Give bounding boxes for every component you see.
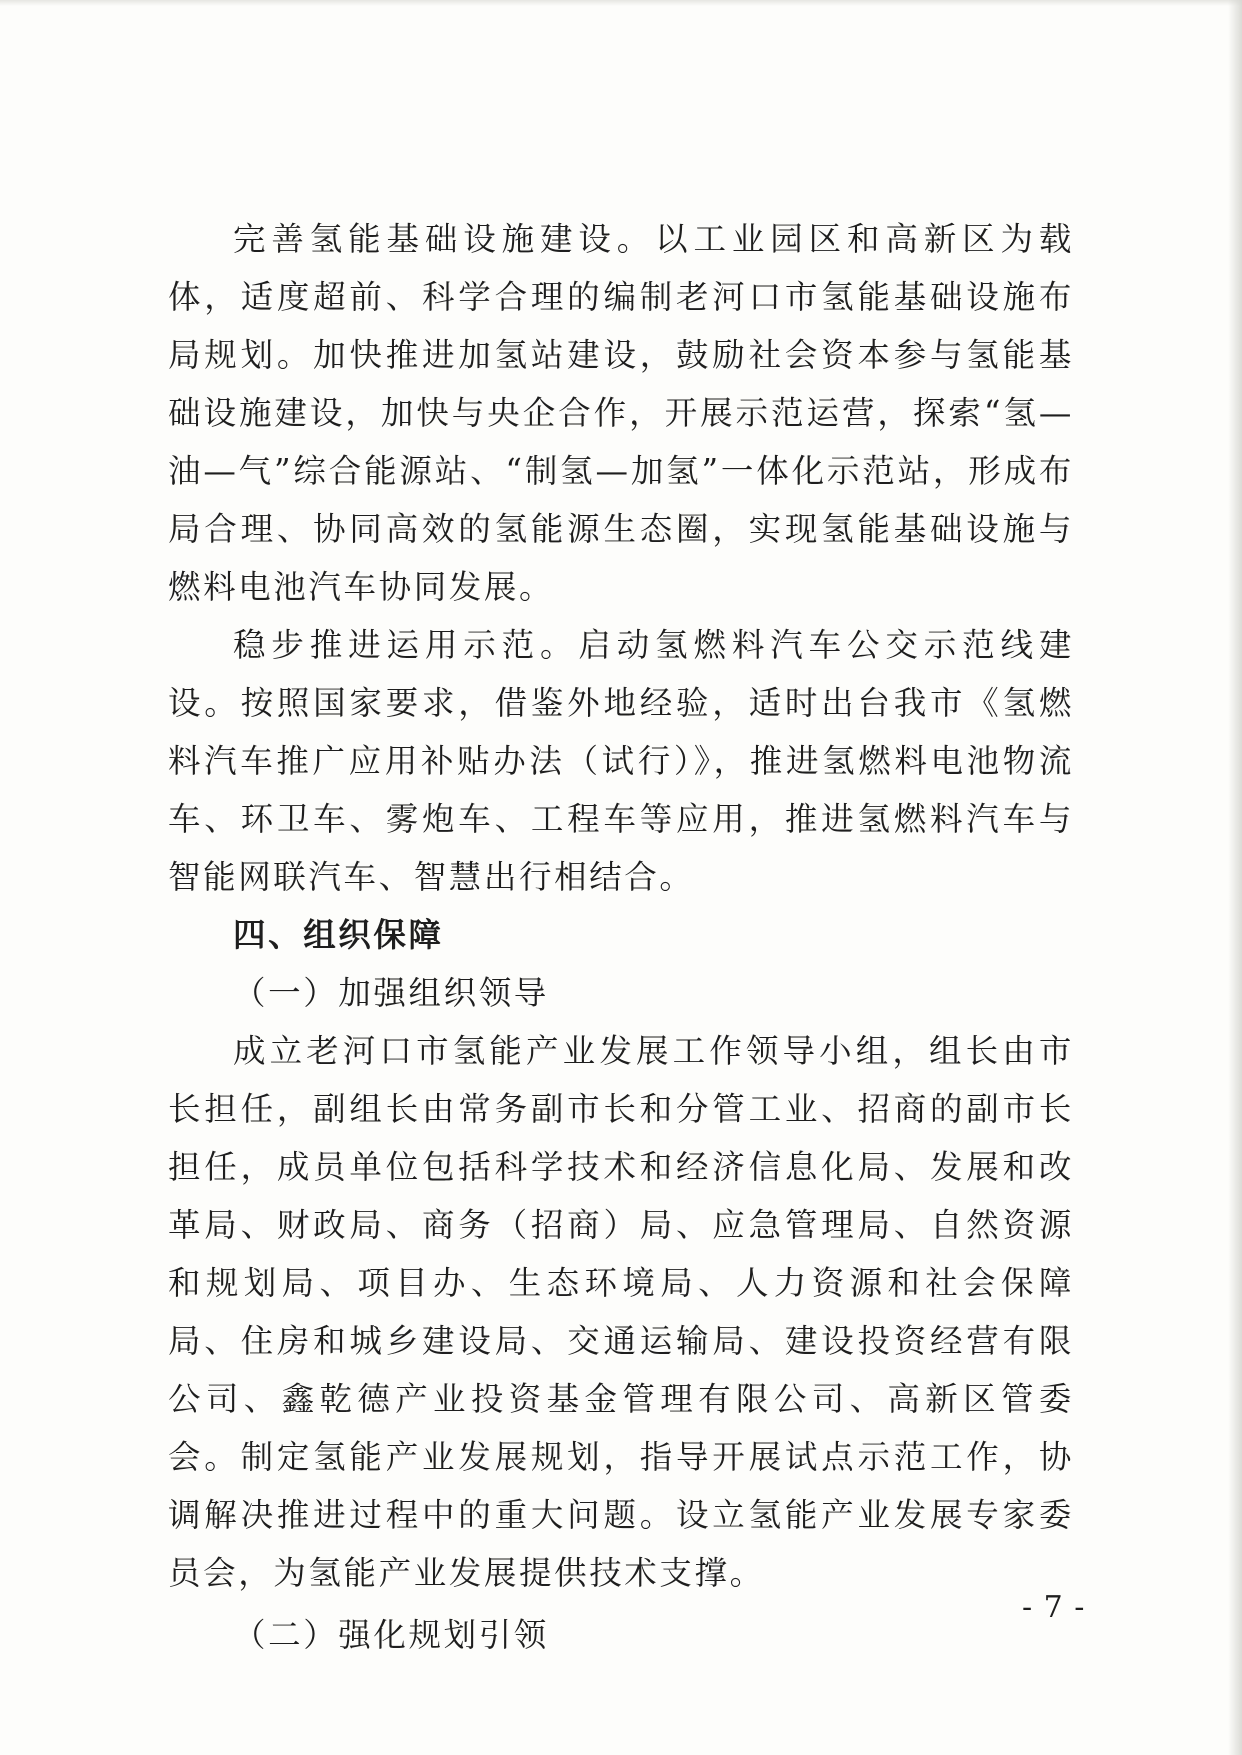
paragraph-infrastructure: 完善氢能基础设施建设。以工业园区和高新区为载体，适度超前、科学合理的编制老河口市氢能基础设施布局规划。加快推进加氢站建设，鼓励社会资本参与氢能基础设施建设，加快与央企合作，开展示范运营，探索“氢—油—气”综合能源站、“制氢—加氢”一体化示范站，形成布局合理、协同高效的氢能源生态圈，实现氢能基础设施与燃料电池汽车协同发展。 [168,220,1074,606]
paragraph-leadership: 成立老河口市氢能产业发展工作领导小组，组长由市长担任，副组长由常务副市长和分管工业、招商的副市长担任，成员单位包括科学技术和经济信息化局、发展和改革局、财政局、商务（招商）局、应急管理局、自然资源和规划局、项目办、生态环境局、人力资源和社会保障局、住房和城乡建设局、交通运输局、建设投资经营有限公司、鑫乾德产业投资基金管理有限公司、高新区管委会。制定氢能产业发展规划，指导开展试点示范工作，协调解决推进过程中的重大问题。设立氢能产业发展专家委员会，为氢能产业发展提供技术支撑。 [168,1032,1074,1592]
scan-edge-shadow [1228,0,1242,1755]
sub-heading-leadership: （一）加强组织领导 [233,974,549,1012]
sub-heading-planning: （二）强化规划引领 [233,1616,549,1654]
page-number: - 7 - [1022,1590,1086,1625]
section-heading: 四、组织保障 [233,915,444,954]
document-body [168,210,1074,1664]
paragraph-demonstration: 稳步推进运用示范。启动氢燃料汽车公交示范线建设。按照国家要求，借鉴外地经验，适时出台我市《氢燃料汽车推广应用补贴办法（试行）》，推进氢燃料电池物流车、环卫车、雾炮车、工程车等应用，推进氢燃料汽车与智能网联汽车、智慧出行相结合。 [168,626,1074,896]
scan-top-shadow [0,0,1242,6]
